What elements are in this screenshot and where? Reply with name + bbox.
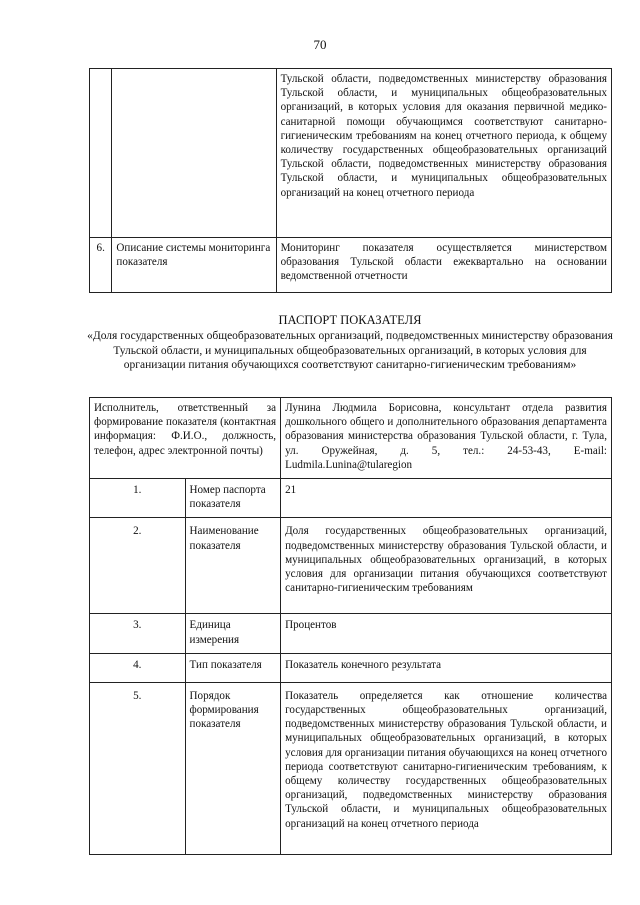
row-number: 5. [90,682,186,854]
row-label: Единица измерения [185,614,281,653]
row-number: 2. [90,518,186,614]
table-row [90,682,612,854]
row-label: Наименование показателя [185,518,281,614]
table-row [90,69,612,238]
row-number: 1. [90,479,186,518]
table-row [90,238,612,293]
row-number [90,69,112,238]
row-value: Доля государственных общеобразовательных организаций, подведомственных министерству образования Тульской области, и муниципальных общеобразовательных организаций, в которых условия для организации питания обучающихся соответствуют санитарно-гигиеническим требованиям [281,518,612,614]
table-row [90,518,612,614]
row-value: Процентов [281,614,612,653]
indicator-table-continued [89,68,612,293]
passport-table [89,397,612,855]
row-number: 6. [90,238,112,293]
executor-row [90,398,612,479]
table-row [90,653,612,682]
row-value: Показатель конечного результата [281,653,612,682]
table-row [90,614,612,653]
row-label: Порядок формирования показателя [185,682,281,854]
passport-title: «Доля государственных общеобразовательных организаций, подведомственных министерству образования Тульской области, и муниципальных общеобразовательных организаций, в которых условия для организации питания обучающихся соответствуют санитарно-гигиеническим требованиям» [87,330,613,371]
row-number: 4. [90,653,186,682]
row-label [112,69,276,238]
row-value: Показатель определяется как отношение количества государственных общеобразовательных организаций, подведомственных министерству образования Тульской области, и муниципальных общеобразовательных организаций, в которых условия для организации питания обучающихся на конец отчетного периода соответствуют санитарно-гигиеническим требованиям, к общему количеству государственных общеобразовательных организаций, подведомственных министерству образования Тульской области, и муниципальных общеобразовательных организаций на конец отчетного периода [281,682,612,854]
passport-heading: ПАСПОРТ ПОКАЗАТЕЛЯ [278,313,422,327]
executor-value: Лунина Людмила Борисовна, консультант отдела развития дошкольного общего и дополнительного образования департамента образования министерства образования Тульской области, г. Тула, ул. Оружейная, д. 5, тел.: 24-53-43, E-mail: Ludmila.Lunina@tularegion [281,398,612,479]
executor-label: Исполнитель, ответственный за формирование показателя (контактная информация: Ф.И.О., должность, телефон, адрес электронной почты) [90,398,281,479]
row-value: Тульской области, подведомственных министерству образования Тульской области, и муниципальных общеобразовательных организаций, в которых условия для оказания первичной медико-санитарной помощи обучающимся соответствуют санитарно-гигиеническим требованиям на конец отчетного периода, к общему количеству государственных общеобразовательных организаций Тульской области, подведомственных министерству образования Тульской области, и муниципальных общеобразовательных организаций на конец отчетного периода [276,69,611,238]
table-row [90,479,612,518]
row-number: 3. [90,614,186,653]
row-label: Номер паспорта показателя [185,479,281,518]
page-number: 70 [313,37,327,52]
row-label: Тип показателя [185,653,281,682]
row-label: Описание системы мониторинга показателя [112,238,276,293]
row-value: Мониторинг показателя осуществляется министерством образования Тульской области ежеквартально на основании ведомственной отчетности [276,238,611,293]
row-value: 21 [281,479,612,518]
passport-title-block [85,312,615,373]
